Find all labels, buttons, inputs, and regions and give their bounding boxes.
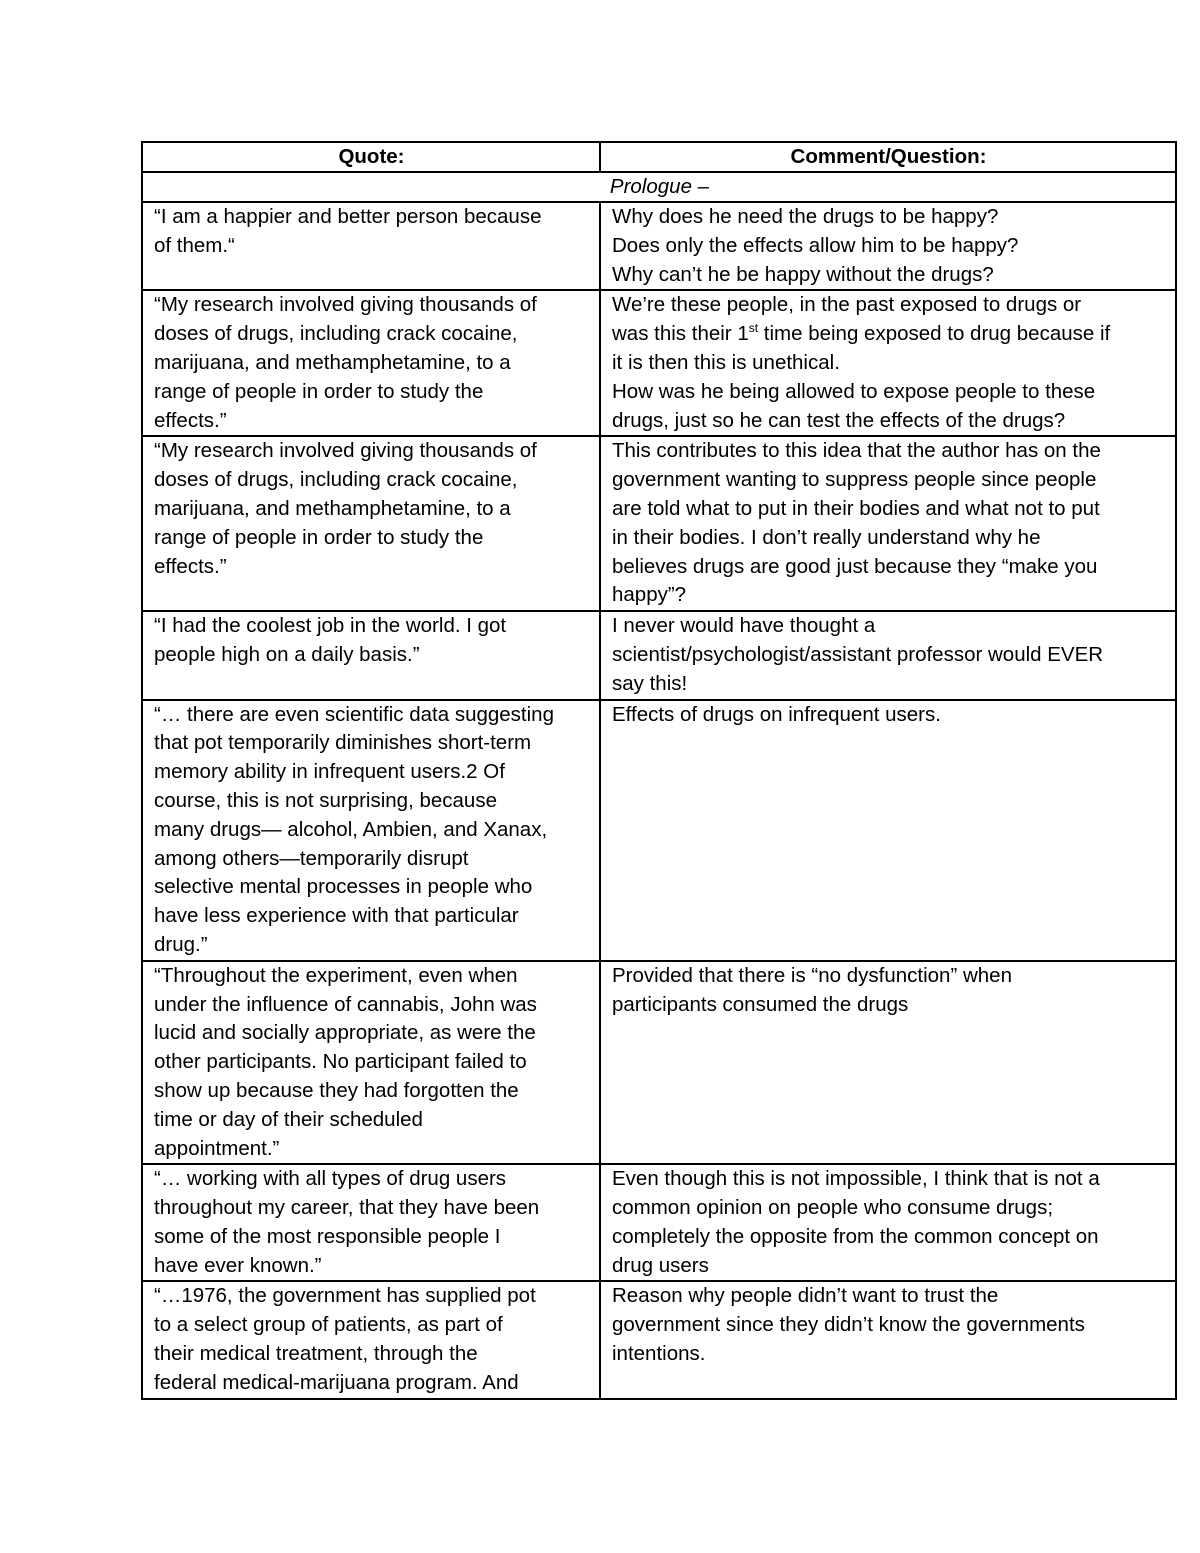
comment-line: Why can’t he be happy without the drugs? <box>612 262 994 286</box>
comment-line: believes drugs are good just because they “make you <box>612 554 1098 578</box>
quote-line: among others—temporarily disrupt <box>154 846 469 870</box>
quote-line: drug.” <box>154 932 208 956</box>
quote-column-header: Quote: <box>142 142 600 172</box>
table-row <box>142 1281 1176 1398</box>
quote-line: course, this is not surprising, because <box>154 788 497 812</box>
quote-line: under the influence of cannabis, John was <box>154 992 537 1016</box>
quote-cell <box>142 700 600 961</box>
comment-line: drug users <box>612 1253 709 1277</box>
quote-line: have less experience with that particular <box>154 904 519 928</box>
quote-line: “… there are even scientific data suggesting <box>154 702 554 726</box>
table-row <box>142 961 1176 1165</box>
comment-line: Provided that there is “no dysfunction” when <box>612 963 1012 987</box>
comment-line: scientist/psychologist/assistant professor would EVER <box>612 642 1104 666</box>
quote-line: memory ability in infrequent users.2 Of <box>154 760 505 784</box>
comment-line: say this! <box>612 671 688 695</box>
quote-cell <box>142 961 600 1165</box>
quote-line: “My research involved giving thousands of <box>154 293 537 317</box>
table-row <box>142 436 1176 611</box>
comment-cell <box>600 611 1176 699</box>
quote-cell <box>142 611 600 699</box>
table-row <box>142 1164 1176 1281</box>
quote-line: federal medical-marijuana program. And <box>154 1370 519 1394</box>
quote-line: marijuana, and methamphetamine, to a <box>154 350 511 374</box>
quote-cell <box>142 436 600 611</box>
comment-line: Effects of drugs on infrequent users. <box>612 702 941 726</box>
section-label: Prologue – <box>142 172 1176 202</box>
comment-line: We’re these people, in the past exposed to drugs or <box>612 293 1082 317</box>
comment-line: government since they didn’t know the governments <box>612 1313 1085 1337</box>
comment-line: Why does he need the drugs to be happy? <box>612 205 999 228</box>
comment-line: participants consumed the drugs <box>612 992 909 1016</box>
comment-line: This contributes to this idea that the author has on the <box>612 439 1101 463</box>
ordinal-superscript: st <box>748 321 759 336</box>
quote-line: range of people in order to study the <box>154 379 484 403</box>
comment-line: completely the opposite from the common concept on <box>612 1224 1099 1248</box>
table-row <box>142 290 1176 436</box>
comment-line: How was he being allowed to expose people to these <box>612 379 1096 403</box>
quote-line: lucid and socially appropriate, as were the <box>154 1021 536 1045</box>
quote-line: some of the most responsible people I <box>154 1224 501 1248</box>
comment-cell <box>600 1281 1176 1398</box>
quote-line: show up because they had forgotten the <box>154 1078 519 1102</box>
comment-line: happy”? <box>612 583 687 607</box>
comment-fragment: was this their 1 <box>612 322 749 346</box>
comment-cell <box>600 290 1176 436</box>
quote-cell <box>142 290 600 436</box>
table-row <box>142 611 1176 699</box>
comment-line: Reason why people didn’t want to trust the <box>612 1284 999 1308</box>
quote-line: appointment.” <box>154 1136 280 1160</box>
quote-line: other participants. No participant failed to <box>154 1050 527 1074</box>
quote-comment-table <box>141 141 1177 1400</box>
quote-line: of them.“ <box>154 233 235 257</box>
quote-line: “Throughout the experiment, even when <box>154 963 518 987</box>
quote-cell <box>142 1281 600 1398</box>
quote-line: “I am a happier and better person because <box>154 205 542 228</box>
comment-cell <box>600 700 1176 961</box>
quote-line: doses of drugs, including crack cocaine, <box>154 322 518 346</box>
comment-line: it is then this is unethical. <box>612 350 840 374</box>
quote-line: “… working with all types of drug users <box>154 1167 507 1191</box>
comment-line: in their bodies. I don’t really understand why he <box>612 525 1041 549</box>
comment-cell <box>600 961 1176 1165</box>
section-row <box>142 172 1176 202</box>
comment-line: Even though this is not impossible, I think that is not a <box>612 1167 1100 1191</box>
comment-line: drugs, just so he can test the effects of the drugs? <box>612 408 1066 432</box>
comment-cell <box>600 436 1176 611</box>
comment-column-header: Comment/Question: <box>600 142 1176 172</box>
quote-line: many drugs— alcohol, Ambien, and Xanax, <box>154 817 548 841</box>
quote-line: time or day of their scheduled <box>154 1107 423 1131</box>
quote-line: their medical treatment, through the <box>154 1342 478 1366</box>
quote-line: to a select group of patients, as part of <box>154 1313 503 1337</box>
comment-line: I never would have thought a <box>612 614 876 638</box>
quote-line: doses of drugs, including crack cocaine, <box>154 468 518 492</box>
quote-line: that pot temporarily diminishes short-term <box>154 731 532 755</box>
quote-line: “I had the coolest job in the world. I got <box>154 614 507 638</box>
quote-line: effects.” <box>154 408 227 432</box>
quote-line: “…1976, the government has supplied pot <box>154 1284 536 1308</box>
comment-line: are told what to put in their bodies and what not to put <box>612 496 1100 520</box>
header-row <box>142 142 1176 172</box>
quote-line: marijuana, and methamphetamine, to a <box>154 496 511 520</box>
comment-line: Does only the effects allow him to be happy? <box>612 233 1019 257</box>
table-row <box>142 700 1176 961</box>
quote-line: have ever known.” <box>154 1253 322 1277</box>
quote-line: people high on a daily basis.” <box>154 642 420 666</box>
quote-line: “My research involved giving thousands of <box>154 439 537 463</box>
quote-line: effects.” <box>154 554 227 578</box>
comment-cell <box>600 202 1176 290</box>
comment-line: government wanting to suppress people since people <box>612 468 1097 492</box>
comment-fragment: time being exposed to drug because if <box>758 322 1111 346</box>
comment-line: intentions. <box>612 1342 706 1366</box>
quote-line: range of people in order to study the <box>154 525 484 549</box>
quote-line: throughout my career, that they have been <box>154 1196 540 1220</box>
quote-cell <box>142 1164 600 1281</box>
comment-cell <box>600 1164 1176 1281</box>
table-row <box>142 202 1176 290</box>
quote-cell <box>142 202 600 290</box>
comment-line: common opinion on people who consume drugs; <box>612 1196 1054 1220</box>
comment-line <box>612 320 1165 349</box>
quote-line: selective mental processes in people who <box>154 875 533 899</box>
